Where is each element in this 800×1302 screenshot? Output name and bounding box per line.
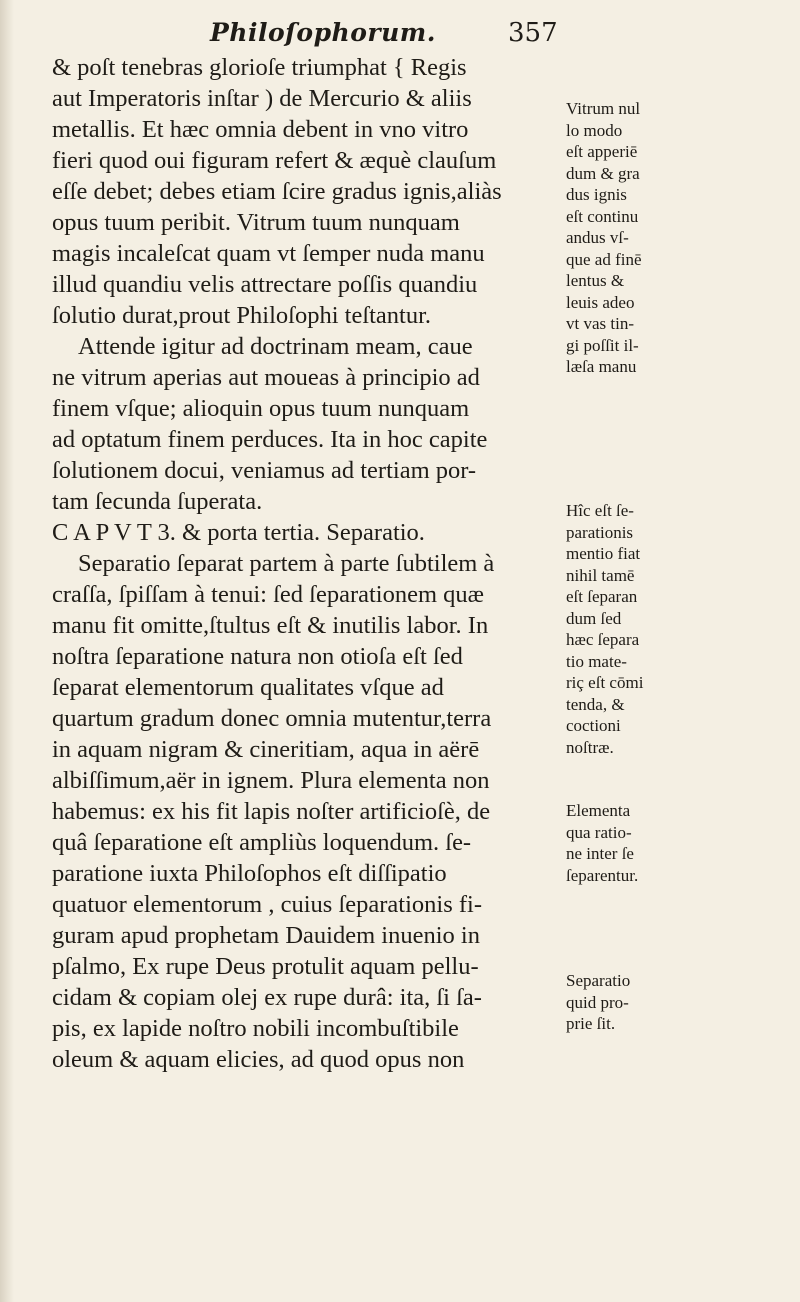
text-line: Attende igitur ad doctrinam meam, caue xyxy=(78,333,473,360)
page-header xyxy=(60,14,740,54)
text-line: craſſa, ſpiſſam à tenui: ſed ſeparationem quæ xyxy=(52,581,485,608)
note-line: eſt continu xyxy=(566,206,639,226)
text-line: magis incaleſcat quam vt ſemper nuda manu xyxy=(52,240,485,267)
text-line: tam ſecunda ſuperata. xyxy=(52,488,263,515)
text-line: paratione iuxta Philoſophos eſt diſſipatio xyxy=(52,860,447,887)
text-line: opus tuum peribit. Vitrum tuum nunquam xyxy=(52,209,460,236)
text-line: pis, ex lapide noſtro nobili incombuſtibile xyxy=(52,1015,459,1042)
note-line: Hîc eſt ſe- xyxy=(566,501,634,520)
text-line: cidam & copiam olej ex rupe durâ: ita, ſi ſa- xyxy=(52,984,482,1011)
text-line: pſalmo, Ex rupe Deus protulit aquam pellu- xyxy=(52,953,479,980)
text-line: habemus: ex his fit lapis noſter artificioſè, de xyxy=(52,798,491,825)
main-text-column xyxy=(52,52,552,1075)
margin-note-separatio xyxy=(566,970,666,1035)
note-line: qua ratio- xyxy=(566,822,632,842)
text-line: ad optatum finem perduces. Ita in hoc capite xyxy=(52,426,488,453)
note-line: prie ſit. xyxy=(566,1014,616,1033)
text-line: illud quandiu velis attrectare poſſis quandiu xyxy=(52,271,478,298)
note-line: hæc ſepara xyxy=(566,630,640,649)
text-line: ſeparat elementorum qualitates vſque ad xyxy=(52,674,444,701)
text-line: aut Imperatoris inſtar ) de Mercurio & aliis xyxy=(52,85,472,112)
text-line: oleum & aquam elicies, ad quod opus non xyxy=(52,1046,465,1073)
note-line: parationis xyxy=(566,522,634,542)
note-line: andus vſ- xyxy=(566,228,629,247)
note-line: Elementa xyxy=(566,801,631,820)
note-line: coctioni xyxy=(566,716,621,735)
note-line: riç eſt cōmi xyxy=(566,673,644,692)
text-line: metallis. Et hæc omnia debent in vno vitro xyxy=(52,116,469,143)
note-line: læſa manu xyxy=(566,357,637,376)
note-line: eſt apperiē xyxy=(566,142,638,161)
text-line: eſſe debet; debes etiam ſcire gradus ignis,aliàs xyxy=(52,178,502,205)
running-title: Philoſophorum. xyxy=(210,18,436,47)
note-line: lo modo xyxy=(566,120,623,140)
note-line: gi poſſit il- xyxy=(566,335,639,355)
note-line: dum ſed xyxy=(566,608,622,628)
text-line: in aquam nigram & cineritiam, aqua in aërē xyxy=(52,736,480,763)
text-line: ſolutio durat,prout Philoſophi teſtantur. xyxy=(52,302,432,329)
page-number: 357 xyxy=(508,18,558,48)
margin-note-elementa xyxy=(566,800,666,886)
text-line: ſolutionem docui, veniamus ad tertiam por- xyxy=(52,457,477,484)
page-gutter xyxy=(0,0,14,1302)
text-line: quâ ſeparatione eſt ampliùs loquendum. ſe- xyxy=(52,829,472,856)
text-line: quatuor elementorum , cuius ſeparationis fi- xyxy=(52,891,482,918)
margin-note-vitrum xyxy=(566,98,666,378)
note-line: tio mate- xyxy=(566,651,627,671)
text-line: finem vſque; alioquin opus tuum nunquam xyxy=(52,395,470,422)
text-line: albiſſimum,aër in ignem. Plura elementa non xyxy=(52,767,490,794)
text-line: noſtra ſeparatione natura non otioſa eſt ſed xyxy=(52,643,463,670)
note-line: ſeparentur. xyxy=(566,865,639,885)
chapter-heading: C A P V T 3. & porta tertia. Separatio. xyxy=(52,519,425,546)
note-line: mentio fiat xyxy=(566,544,641,563)
note-line: leuis adeo xyxy=(566,292,635,312)
text-line: fieri quod oui figuram refert & æquè clauſum xyxy=(52,147,497,174)
note-line: nihil tamē xyxy=(566,565,635,585)
note-line: Vitrum nul xyxy=(566,99,641,118)
note-line: lentus & xyxy=(566,271,625,290)
note-line: eſt ſeparan xyxy=(566,587,638,606)
note-line: vt vas tin- xyxy=(566,314,634,333)
note-line: que ad finē xyxy=(566,249,642,269)
text-line: ne vitrum aperias aut moueas à principio ad xyxy=(52,364,480,391)
note-line: noſtræ. xyxy=(566,737,614,757)
text-line: manu fit omitte,ſtultus eſt & inutilis labor. In xyxy=(52,612,489,639)
note-line: dus ignis xyxy=(566,185,627,204)
note-line: ne inter ſe xyxy=(566,844,634,863)
note-line: tenda, & xyxy=(566,694,625,714)
margin-note-separationis xyxy=(566,500,666,758)
text-line: quartum gradum donec omnia mutentur,terra xyxy=(52,705,492,732)
text-line: Separatio ſeparat partem à parte ſubtilem à xyxy=(78,550,495,577)
note-line: dum & gra xyxy=(566,163,640,183)
text-line: & poſt tenebras glorioſe triumphat { Regis xyxy=(52,54,467,81)
note-line: Separatio xyxy=(566,971,631,990)
note-line: quid pro- xyxy=(566,992,629,1012)
text-line: guram apud prophetam Dauidem inuenio in xyxy=(52,922,480,949)
